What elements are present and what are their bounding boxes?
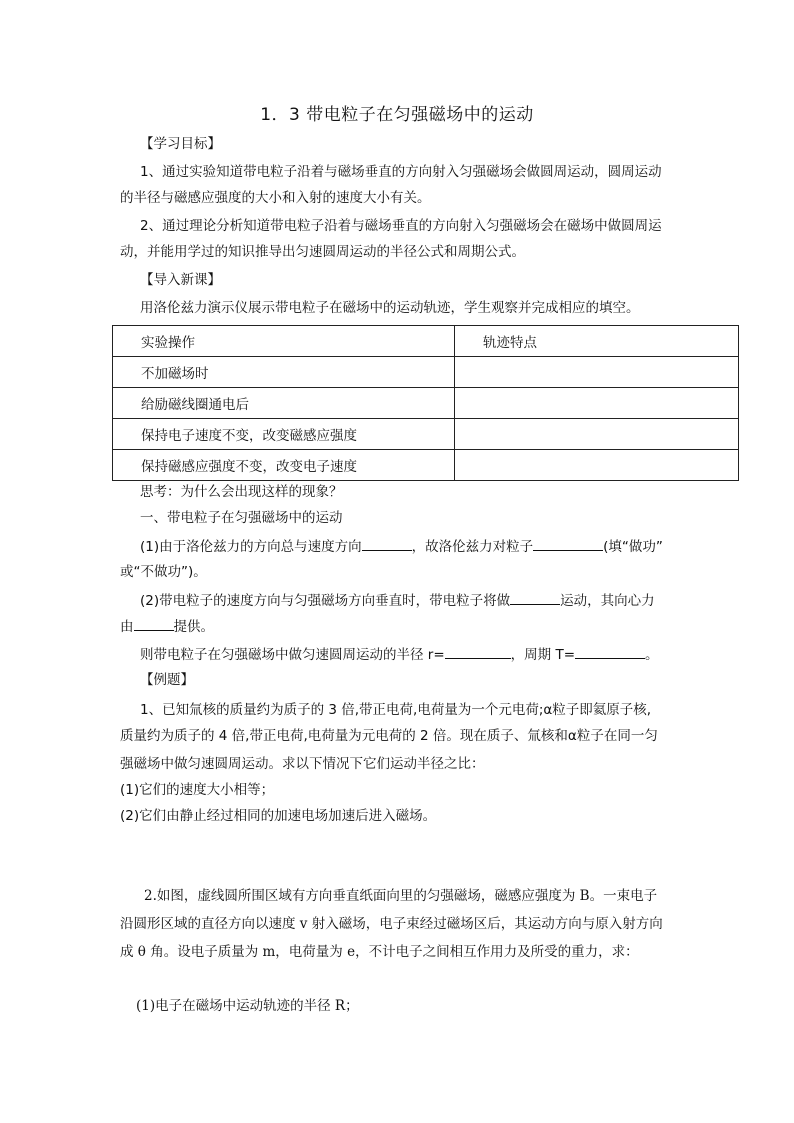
table-cell-operation: 给励磁线圈通电后 [113,388,455,419]
q3-text-a: 则带电粒子在匀强磁场中做匀速圆周运动的半径 r= [140,647,445,663]
objective-2-line-1: 2、通过理论分析知道带电粒子沿着与磁场垂直的方向射入匀强磁场会在磁场中做圆周运 [140,218,662,234]
table-cell-trajectory[interactable] [455,357,739,388]
fill-blank[interactable] [510,590,560,605]
section-1-heading: 一、带电粒子在匀强磁场中的运动 [140,510,343,526]
table-header-cell: 轨迹特点 [455,326,739,357]
q2-text-l2b: 提供。 [173,619,214,635]
fill-blank[interactable] [362,536,412,551]
q3-text-b: ，周期 T= [510,647,576,663]
question-3-line [140,644,659,665]
table-cell-trajectory[interactable] [455,419,739,450]
example-1-line-3: 强磁场中做匀速圆周运动。求以下情况下它们运动半径之比： [120,756,485,772]
q1-text-c: (填“做功” [603,539,663,555]
intro-heading: 【导入新课】 [140,272,221,288]
q3-text-c: 。 [645,647,659,663]
think-question: 思考：为什么会出现这样的现象？ [140,484,343,500]
period-blank[interactable] [575,644,645,659]
intro-text: 用洛伦兹力演示仪展示带电粒子在磁场中的运动轨迹，学生观察并完成相应的填空。 [140,300,640,316]
example-2-sub-1: (1)电子在磁场中运动轨迹的半径 R； [136,998,359,1014]
fill-blank[interactable] [134,616,174,631]
q2-text-l2a: 由 [120,619,134,635]
example-1-sub-1: (1)它们的速度大小相等； [120,782,275,798]
table-row [113,419,739,450]
example-2-line-1: 2.如图，虚线圆所围区域有方向垂直纸面向里的匀强磁场，磁感应强度为 B。一束电子 [144,888,658,904]
question-1-line-2: 或“不做功”)。 [120,564,207,580]
q1-text-b: ，故洛伦兹力对粒子 [411,539,534,555]
radius-blank[interactable] [445,644,511,659]
example-1-line-2: 质量约为质子的 4 倍,带正电荷,电荷量为元电荷的 2 倍。现在质子、氚核和α粒子在同一匀 [120,728,658,744]
question-1-line-1 [140,536,663,557]
question-2-line-2 [120,616,214,637]
experiment-table [112,325,739,481]
q2-text-a: (2)带电粒子的速度方向与匀强磁场方向垂直时，带电粒子将做 [140,593,511,609]
table-row [113,388,739,419]
table-cell-trajectory[interactable] [455,388,739,419]
table-cell-trajectory[interactable] [455,450,739,481]
q1-text-a: (1)由于洛伦兹力的方向总与速度方向 [140,539,362,555]
table-row [113,357,739,388]
table-header-cell: 实验操作 [113,326,455,357]
objectives-heading: 【学习目标】 [140,136,221,152]
examples-heading: 【例题】 [140,672,194,688]
objective-1-line-1: 1、通过实验知道带电粒子沿着与磁场垂直的方向射入匀强磁场会做圆周运动，圆周运动 [140,164,662,180]
page-title: 1．3 带电粒子在匀强磁场中的运动 [260,105,534,125]
question-2-line-1 [140,590,655,611]
example-2-line-2: 沿圆形区域的直径方向以速度 v 射入磁场，电子束经过磁场区后，其运动方向与原入射方向 [120,916,663,932]
example-1-sub-2: (2)它们由静止经过相同的加速电场加速后进入磁场。 [120,808,437,824]
table-cell-operation: 保持电子速度不变，改变磁感应强度 [113,419,455,450]
example-2-line-3: 成 θ 角。设电子质量为 m，电荷量为 e，不计电子之间相互作用力及所受的重力，求： [120,944,639,960]
table-cell-operation: 保持磁感应强度不变，改变电子速度 [113,450,455,481]
table-cell-operation: 不加磁场时 [113,357,455,388]
q2-text-b: 运动，其向心力 [560,593,655,609]
table-header-row [113,326,739,357]
table-row [113,450,739,481]
objective-1-line-2: 的半径与磁感应强度的大小和入射的速度大小有关。 [120,190,431,206]
objective-2-line-2: 动，并能用学过的知识推导出匀速圆周运动的半径公式和周期公式。 [120,244,525,260]
fill-blank[interactable] [533,536,603,551]
example-1-line-1: 1、已知氚核的质量约为质子的 3 倍,带正电荷,电荷量为一个元电荷;α粒子即氦原子核, [140,702,652,718]
